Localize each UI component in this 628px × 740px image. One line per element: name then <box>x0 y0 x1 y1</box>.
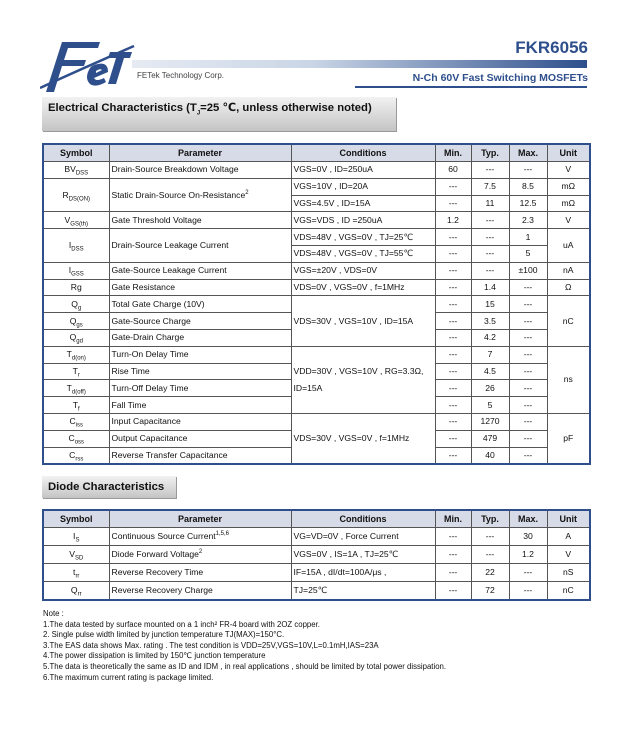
row-min: --- <box>435 313 471 330</box>
row-conditions: TJ=25℃ <box>291 582 435 600</box>
row-symbol: $R_{DS(ON)}$ <box>43 178 109 212</box>
row-typ: 1.4 <box>471 279 509 296</box>
note-item: 4.The power dissipation is limited by 150℃ junction temperature <box>43 651 266 661</box>
row-typ: 11 <box>471 195 509 212</box>
row-unit: nC <box>547 296 590 346</box>
table-row <box>43 279 590 296</box>
row-min: --- <box>435 380 471 397</box>
table-row <box>43 229 590 246</box>
table-row <box>43 346 590 363</box>
row-conditions: VDD=30V , VGS=10V , RG=3.3Ω, ID=15A <box>291 346 435 413</box>
row-symbol: $Q_{rr}$ <box>43 582 109 600</box>
row-unit: ns <box>547 346 590 413</box>
col-parameter: Parameter <box>109 144 291 162</box>
row-typ: 15 <box>471 296 509 313</box>
row-typ: --- <box>471 528 509 546</box>
row-min: --- <box>435 262 471 279</box>
row-min: --- <box>435 413 471 430</box>
row-max: --- <box>509 447 547 464</box>
row-parameter: Reverse Recovery Time <box>109 564 291 582</box>
row-max: --- <box>509 162 547 179</box>
row-typ: --- <box>471 245 509 262</box>
table-row <box>43 162 590 179</box>
fetek-logo <box>40 38 136 94</box>
header-gradient-bar <box>132 60 587 68</box>
row-min: --- <box>435 564 471 582</box>
row-min: --- <box>435 346 471 363</box>
row-max: 8.5 <box>509 178 547 195</box>
row-max: ±100 <box>509 262 547 279</box>
electrical-title-rest: =25 ℃, unless otherwise noted) <box>200 102 372 114</box>
row-typ: 4.2 <box>471 329 509 346</box>
electrical-table <box>42 143 591 465</box>
row-max: --- <box>509 397 547 414</box>
row-min: --- <box>435 363 471 380</box>
row-typ: 479 <box>471 430 509 447</box>
row-unit: V <box>547 546 590 564</box>
row-conditions: VGS=10V , ID=20A <box>291 178 435 195</box>
row-typ: --- <box>471 212 509 229</box>
row-typ: 40 <box>471 447 509 464</box>
part-number: FKR6056 <box>515 38 588 57</box>
row-parameter: Total Gate Charge (10V) <box>109 296 291 313</box>
row-unit: nA <box>547 262 590 279</box>
diode-header-row <box>43 510 590 528</box>
row-unit: pF <box>547 413 590 464</box>
row-symbol: Rg <box>43 279 109 296</box>
row-conditions: VGS=VDS , ID =250uA <box>291 212 435 229</box>
row-typ: --- <box>471 262 509 279</box>
col-parameter: Parameter <box>109 510 291 528</box>
row-min: 60 <box>435 162 471 179</box>
row-symbol: $Q_{gs}$ <box>43 313 109 330</box>
row-parameter: Continuous Source Current$^{1,5,6}$ <box>109 528 291 546</box>
row-unit: nS <box>547 564 590 582</box>
row-max: 5 <box>509 245 547 262</box>
row-conditions: VDS=48V , VGS=0V , TJ=25℃ <box>291 229 435 246</box>
row-min: --- <box>435 397 471 414</box>
row-symbol: $V_{GS(th)}$ <box>43 212 109 229</box>
row-min: --- <box>435 582 471 600</box>
row-max: --- <box>509 346 547 363</box>
row-conditions: VG=VD=0V , Force Current <box>291 528 435 546</box>
table-row <box>43 262 590 279</box>
row-unit: V <box>547 162 590 179</box>
row-symbol: $T_{d(on)}$ <box>43 346 109 363</box>
table-row <box>43 546 590 564</box>
row-parameter: Rise Time <box>109 363 291 380</box>
row-typ: 7 <box>471 346 509 363</box>
row-max: --- <box>509 564 547 582</box>
row-typ: 22 <box>471 564 509 582</box>
row-max: --- <box>509 279 547 296</box>
diode-section-title: Diode Characteristics <box>42 476 176 498</box>
row-conditions: IF=15A , dI/dt=100A/μs , <box>291 564 435 582</box>
row-conditions: VGS=0V , IS=1A , TJ=25℃ <box>291 546 435 564</box>
row-parameter: Drain-Source Leakage Current <box>109 229 291 263</box>
row-typ: --- <box>471 162 509 179</box>
row-symbol: $C_{rss}$ <box>43 447 109 464</box>
table-row <box>43 413 590 430</box>
row-max: --- <box>509 430 547 447</box>
row-min: --- <box>435 178 471 195</box>
row-symbol: $Q_{gd}$ <box>43 329 109 346</box>
row-conditions: VDS=0V , VGS=0V , f=1MHz <box>291 279 435 296</box>
note-item: 2. Single pulse width limited by junction temperature TJ(MAX)=150°C. <box>43 630 285 640</box>
row-min: --- <box>435 329 471 346</box>
row-min: --- <box>435 245 471 262</box>
row-parameter: Gate-Drain Charge <box>109 329 291 346</box>
row-parameter: Reverse Transfer Capacitance <box>109 447 291 464</box>
row-conditions: VGS=4.5V , ID=15A <box>291 195 435 212</box>
row-symbol: $t_{rr}$ <box>43 564 109 582</box>
row-max: --- <box>509 296 547 313</box>
row-symbol: $C_{iss}$ <box>43 413 109 430</box>
row-typ: 7.5 <box>471 178 509 195</box>
table-row <box>43 296 590 313</box>
row-max: --- <box>509 313 547 330</box>
row-unit: A <box>547 528 590 546</box>
electrical-header-row <box>43 144 590 162</box>
row-max: --- <box>509 582 547 600</box>
row-typ: --- <box>471 546 509 564</box>
col-conditions: Conditions <box>291 144 435 162</box>
row-symbol: $T_r$ <box>43 363 109 380</box>
row-parameter: Gate Threshold Voltage <box>109 212 291 229</box>
row-max: --- <box>509 363 547 380</box>
row-max: --- <box>509 413 547 430</box>
row-unit: V <box>547 212 590 229</box>
row-parameter: Gate-Source Leakage Current <box>109 262 291 279</box>
row-typ: 4.5 <box>471 363 509 380</box>
col-typ: Typ. <box>471 144 509 162</box>
col-min: Min. <box>435 510 471 528</box>
row-parameter: Drain-Source Breakdown Voltage <box>109 162 291 179</box>
row-typ: 72 <box>471 582 509 600</box>
row-symbol: $I_S$ <box>43 528 109 546</box>
col-conditions: Conditions <box>291 510 435 528</box>
row-min: 1.2 <box>435 212 471 229</box>
electrical-title-text: Electrical Characteristics (T <box>48 102 197 114</box>
row-max: --- <box>509 329 547 346</box>
row-unit: uA <box>547 229 590 263</box>
table-row <box>43 528 590 546</box>
table-row <box>43 212 590 229</box>
row-min: --- <box>435 447 471 464</box>
row-parameter: Output Capacitance <box>109 430 291 447</box>
notes-heading: Note : <box>43 609 64 618</box>
note-item: 5.The data is theoretically the same as ID and IDM , in real applications , should be limited by total power dissipation. <box>43 661 447 671</box>
row-parameter: Reverse Recovery Charge <box>109 582 291 600</box>
row-symbol: $I_{DSS}$ <box>43 229 109 263</box>
table-row <box>43 564 590 582</box>
row-symbol: $C_{oss}$ <box>43 430 109 447</box>
row-typ: 5 <box>471 397 509 414</box>
row-conditions: VGS=0V , ID=250uA <box>291 162 435 179</box>
row-typ: 3.5 <box>471 313 509 330</box>
row-min: --- <box>435 229 471 246</box>
row-parameter: Diode Forward Voltage$^2$ <box>109 546 291 564</box>
diode-table <box>42 509 591 601</box>
row-min: --- <box>435 279 471 296</box>
row-max: 2.3 <box>509 212 547 229</box>
row-typ: --- <box>471 229 509 246</box>
row-unit: mΩ <box>547 195 590 212</box>
row-unit: mΩ <box>547 178 590 195</box>
fetek-logo-mark <box>40 38 136 94</box>
row-max: --- <box>509 380 547 397</box>
row-min: --- <box>435 195 471 212</box>
col-typ: Typ. <box>471 510 509 528</box>
row-min: --- <box>435 296 471 313</box>
row-unit: nC <box>547 582 590 600</box>
electrical-title-sub: J <box>196 110 201 117</box>
row-symbol: $V_{SD}$ <box>43 546 109 564</box>
row-max: 1.2 <box>509 546 547 564</box>
row-conditions: VDS=30V , VGS=10V , ID=15A <box>291 296 435 346</box>
note-item: 3.The EAS data shows Max. rating . The test condition is VDD=25V,VGS=10V,L=0.1mH,IAS=23A <box>43 640 379 650</box>
row-parameter: Gate Resistance <box>109 279 291 296</box>
notes-block <box>43 609 446 683</box>
row-symbol: $T_f$ <box>43 397 109 414</box>
row-parameter: Fall Time <box>109 397 291 414</box>
col-min: Min. <box>435 144 471 162</box>
row-max: 12.5 <box>509 195 547 212</box>
table-row <box>43 178 590 195</box>
col-max: Max. <box>509 510 547 528</box>
row-conditions: VGS=±20V , VDS=0V <box>291 262 435 279</box>
table-row <box>43 582 590 600</box>
row-symbol: $T_{d(off)}$ <box>43 380 109 397</box>
col-unit: Unit <box>547 510 590 528</box>
row-parameter: Static Drain-Source On-Resistance$^2$ <box>109 178 291 212</box>
row-conditions: VDS=48V , VGS=0V , TJ=55℃ <box>291 245 435 262</box>
col-unit: Unit <box>547 144 590 162</box>
col-max: Max. <box>509 144 547 162</box>
row-min: --- <box>435 546 471 564</box>
row-symbol: $BV_{DSS}$ <box>43 162 109 179</box>
note-item: 6.The maximum current rating is package limited. <box>43 672 214 682</box>
row-conditions: VDS=30V , VGS=0V , f=1MHz <box>291 413 435 464</box>
row-parameter: Gate-Source Charge <box>109 313 291 330</box>
product-subtitle: N-Ch 60V Fast Switching MOSFETs <box>412 72 588 84</box>
row-typ: 26 <box>471 380 509 397</box>
row-max: 1 <box>509 229 547 246</box>
row-symbol: $Q_g$ <box>43 296 109 313</box>
row-typ: 1270 <box>471 413 509 430</box>
subtitle-underline <box>355 86 587 88</box>
note-item: 1.The data tested by surface mounted on a 1 inch² FR-4 board with 2OZ copper. <box>43 619 320 629</box>
col-symbol: Symbol <box>43 510 109 528</box>
electrical-section-title <box>42 97 396 131</box>
col-symbol: Symbol <box>43 144 109 162</box>
row-unit: Ω <box>547 279 590 296</box>
row-parameter: Turn-Off Delay Time <box>109 380 291 397</box>
row-max: 30 <box>509 528 547 546</box>
row-min: --- <box>435 528 471 546</box>
row-min: --- <box>435 430 471 447</box>
row-parameter: Turn-On Delay Time <box>109 346 291 363</box>
company-name: FETek Technology Corp. <box>137 71 225 80</box>
row-parameter: Input Capacitance <box>109 413 291 430</box>
row-symbol: $I_{GSS}$ <box>43 262 109 279</box>
